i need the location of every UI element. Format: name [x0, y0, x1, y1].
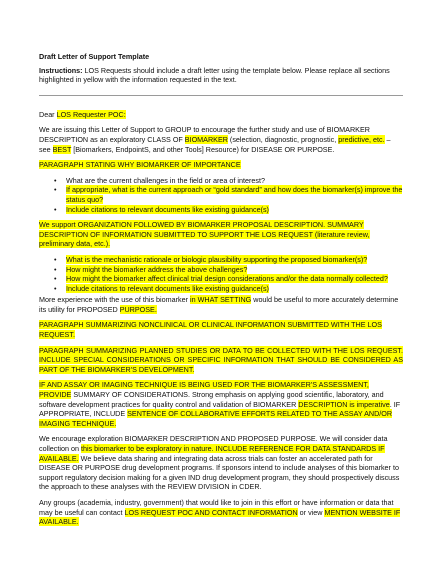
heading-planned-studies-text: PARAGRAPH SUMMARIZING PLANNED STUDIES OR DATA TO BE COLLECTED WITH THE LOS REQUEST. INCLUDE SPECIAL CONSIDERATIONS OR SPECIFIC INFORMATION THAT SHOULD BE CONSIDERED AS PART OF THE BIOMARKER'S DEVELOPMENT. — [39, 345, 403, 374]
heading-importance — [39, 160, 403, 170]
bullet-icon: • — [54, 204, 57, 214]
experience-highlight-purpose: PURPOSE. — [119, 304, 157, 314]
paragraph-support — [39, 220, 403, 249]
intro-text-a: We are issuing this Letter of Support to GROUP to encourage the further study and use of BIOMARKER DESCRIPTION as an exploratory CLASS OF — [39, 125, 370, 144]
bullet-icon: • — [54, 175, 57, 185]
contact-highlight-poc: LOS REQUEST POC AND CONTACT INFORMATION — [124, 507, 298, 517]
paragraph-exploration — [39, 434, 403, 492]
exploration-highlight-b: this biomarker to be exploratory in nature. INCLUDE REFERENCE FOR DATA STANDARDS IF AVAILABLE. — [39, 444, 385, 463]
list-item — [39, 205, 403, 215]
list-item — [39, 176, 403, 186]
list-importance — [39, 176, 403, 214]
intro-text-c: (selection, diagnostic, prognostic, — [227, 134, 339, 144]
heading-nonclinical-text: PARAGRAPH SUMMARIZING NONCLINICAL OR CLINICAL INFORMATION SUBMITTED WITH THE LOS REQUEST. — [39, 320, 382, 340]
assay-highlight-e: SENTENCE OF COLLABORATIVE EFFORTS RELATED TO THE ASSAY AND/OR IMAGING TECHNIQUE. — [39, 409, 393, 428]
salutation — [39, 110, 403, 120]
bullet-icon: • — [54, 283, 57, 293]
bullet-icon: • — [54, 264, 57, 274]
paragraph-assay — [39, 380, 403, 428]
instructions-label: Instructions: — [39, 65, 83, 75]
list-item-text: Include citations to relevant documents like existing guidance(s) — [66, 204, 269, 214]
list-item-text: How might the biomarker address the above challenges? — [66, 264, 248, 274]
exploration-text-a: We encourage exploration BIOMARKER DESCRIPTION AND PROPOSED PURPOSE. We will consider data collection on — [39, 434, 388, 453]
list-item — [39, 274, 403, 284]
intro-text-g: [Biomarkers, EndpointS, and other Tools] Resource) for DISEASE OR PURPOSE. — [71, 144, 335, 154]
heading-importance-text: PARAGRAPH STATING WHY BIOMARKER OF IMPORTANCE — [39, 160, 241, 170]
paragraph-intro — [39, 125, 403, 154]
horizontal-rule — [39, 95, 403, 96]
support-text: We support ORGANIZATION FOLLOWED BY BIOMARKER PROPOSAL DESCRIPTION. SUMMARY DESCRIPTION OF INFORMATION SUBMITTED TO SUPPORT THE LOS REQUEST (literature review, preliminary data, etc.). — [39, 220, 370, 249]
experience-text-a: More experience with the use of this biomarker — [39, 295, 191, 305]
paragraph-experience — [39, 295, 403, 314]
document-title: Draft Letter of Support Template — [39, 52, 150, 61]
instructions-text: LOS Requests should include a draft letter using the template below. Please replace all sections highlighted in yellow with the information requested in the text. — [39, 65, 390, 85]
list-item-text: How might the biomarker affect clinical trial design considerations and/or the data normally collected? — [66, 274, 388, 284]
list-item-text: What are the current challenges in the field or area of interest? — [66, 175, 265, 185]
list-item-text: Include citations to relevant documents like existing guidance(s) — [66, 283, 269, 293]
list-item — [39, 185, 403, 204]
bullet-icon: • — [54, 185, 57, 195]
salutation-prefix: Dear — [39, 109, 57, 119]
intro-text-e: – see — [39, 134, 391, 154]
letter-content — [39, 52, 403, 533]
exploration-text-c: We believe data sharing and integrating data across trials can foster an accelerated path for DISEASE OR PURPOSE drug development programs. If sponsors intend to include analyses of this biomarker to support regulatory decision making for a given IND drug development program, they should prospectively discuss the approach to these analyses with the REVIEW DIVISION in CDER. — [39, 453, 400, 492]
intro-highlight-predictive: predictive, etc. — [338, 134, 385, 144]
contact-text-a: Any groups (academia, industry, government) that would like to join in this effort or have information or data that may be useful can contact — [39, 497, 394, 517]
assay-highlight-c: DESCRIPTION is imperative — [298, 399, 390, 409]
list-rationale — [39, 255, 403, 293]
list-item — [39, 255, 403, 265]
list-item-text: What is the mechanistic rationale or biologic plausibility supporting the proposed biomarker(s)? — [66, 254, 368, 264]
list-item — [39, 265, 403, 275]
paragraph-contact — [39, 498, 403, 527]
experience-text-c: would be useful to more accurately determine its utility for PROPOSED — [39, 295, 399, 314]
bullet-icon: • — [54, 254, 57, 264]
intro-highlight-biomarker: BIOMARKER — [184, 134, 228, 144]
list-item-text: If appropriate, what is the current approach or “gold standard” and how does the biomarker(s) improve the status quo? — [66, 185, 403, 204]
experience-highlight-setting: in WHAT SETTING — [190, 295, 252, 305]
intro-highlight-best: BEST — [52, 144, 72, 154]
contact-text-c: or view — [297, 507, 325, 517]
assay-text-d: . IF APPROPRIATE, INCLUDE — [39, 399, 401, 419]
heading-planned-studies — [39, 346, 403, 375]
assay-text-b: SUMMARY OF CONSIDERATIONS. Strong emphasis on applying good scientific, laboratory, and software development practices for quality control and validation of BIOMARKER — [39, 390, 384, 409]
salutation-placeholder: LOS Requester POC: — [56, 109, 126, 119]
instructions — [39, 66, 403, 85]
bullet-icon: • — [54, 274, 57, 284]
assay-highlight-a: IF AND ASSAY OR IMAGING TECHNIQUE IS BEING USED FOR THE BIOMARKER'S ASSESSMENT, PROVIDE — [39, 380, 369, 400]
list-item — [39, 284, 403, 294]
heading-nonclinical — [39, 320, 403, 339]
contact-highlight-website: MENTION WEBSITE IF AVAILABLE. — [39, 507, 401, 527]
